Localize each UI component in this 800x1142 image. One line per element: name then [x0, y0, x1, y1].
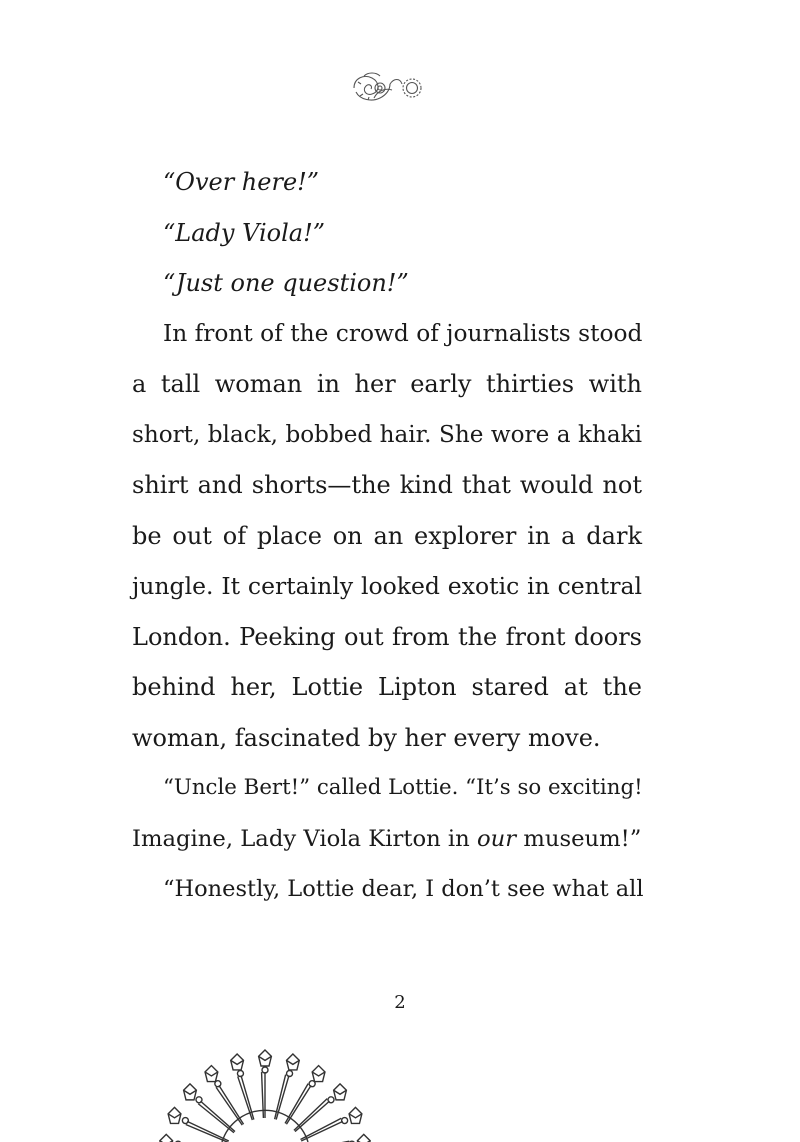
- paragraph-line: a tall woman in her early thirties with: [132, 370, 642, 398]
- paragraph-first-line: “Uncle Bert!” called Lottie. “It’s so exciting!: [163, 775, 643, 800]
- text-run: museum!”: [516, 825, 642, 852]
- paragraph-first-line: “Honestly, Lottie dear, I don’t see what all: [163, 876, 644, 902]
- text-run: Imagine, Lady Viola Kirton in: [132, 825, 478, 852]
- paragraph-line: London. Peeking out from the front doors: [132, 622, 642, 651]
- dialogue-line: “Over here!”: [163, 168, 320, 196]
- paragraph-last-line: woman, fascinated by her every move.: [132, 723, 601, 752]
- dialogue-line: “Lady Viola!”: [163, 218, 325, 247]
- paragraph-line: short, black, bobbed hair. She wore a khaki: [132, 421, 642, 448]
- paragraph-line: be out of place on an explorer in a dark: [132, 521, 642, 550]
- paragraph-line: jungle. It certainly looked exotic in central: [132, 572, 642, 600]
- dialogue-line: “Just one question!”: [163, 269, 409, 297]
- paragraph-line: behind her, Lottie Lipton stared at the: [132, 673, 642, 701]
- emphasis-word: our: [477, 825, 517, 852]
- crystal-fan-icon: [130, 1040, 400, 1142]
- floral-scroll-icon: [350, 70, 426, 106]
- paragraph-first-line: In front of the crowd of journalists stood: [163, 319, 643, 347]
- paragraph-line: shirt and shorts—the kind that would not: [132, 471, 642, 499]
- page-number: 2: [394, 992, 406, 1013]
- paragraph-last-line: [132, 814, 642, 864]
